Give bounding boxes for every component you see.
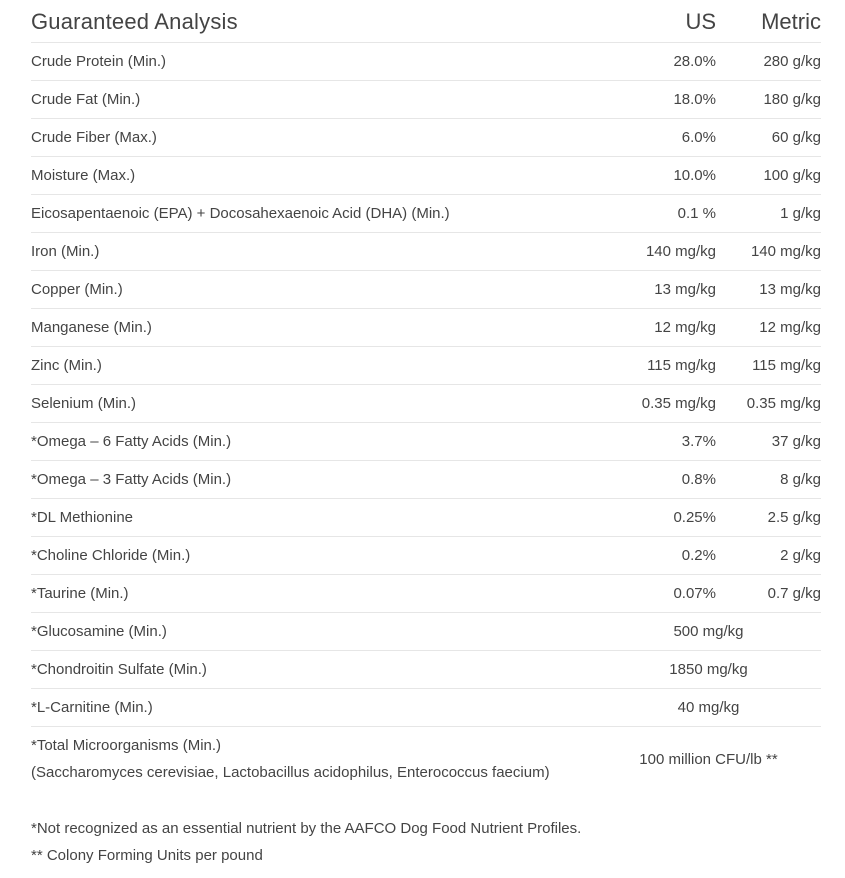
nutrient-name: Copper (Min.)	[31, 281, 123, 298]
us-value: 10.0%	[673, 167, 716, 184]
footnotes	[31, 815, 821, 869]
nutrient-name-line2: (Saccharomyces cerevisiae, Lactobacillus acidophilus, Enterococcus faecium)	[31, 764, 550, 781]
table-row	[31, 461, 821, 499]
us-value: 18.0%	[673, 91, 716, 108]
nutrient-name: *Choline Chloride (Min.)	[31, 547, 191, 564]
metric-column-header: Metric	[761, 9, 821, 34]
metric-value: 8 g/kg	[780, 471, 821, 488]
nutrient-name: Eicosapentaenoic (EPA) + Docosahexaenoic Acid (DHA) (Min.)	[31, 205, 450, 222]
us-value: 0.2%	[681, 547, 716, 564]
us-value: 28.0%	[673, 53, 716, 70]
us-value: 0.35 mg/kg	[641, 395, 716, 412]
metric-value: 115 mg/kg	[752, 357, 821, 374]
table-row	[31, 195, 821, 233]
metric-value: 37 g/kg	[771, 433, 821, 450]
table-row-microorganisms	[31, 727, 821, 791]
metric-value: 1 g/kg	[780, 205, 821, 222]
table-row	[31, 347, 821, 385]
table-row	[31, 575, 821, 613]
metric-value: 100 g/kg	[763, 167, 821, 184]
us-value: 3.7%	[681, 433, 716, 450]
us-value: 0.8%	[681, 471, 716, 488]
us-value: 115 mg/kg	[647, 357, 716, 374]
nutrient-name: *Omega – 6 Fatty Acids (Min.)	[31, 433, 232, 450]
us-value: 0.1 %	[677, 205, 716, 222]
nutrient-name: *Glucosamine (Min.)	[31, 623, 167, 640]
nutrient-name: Manganese (Min.)	[31, 319, 152, 336]
nutrient-name: Crude Protein (Min.)	[31, 53, 167, 70]
table-row	[31, 689, 821, 727]
nutrient-name: *Omega – 3 Fatty Acids (Min.)	[31, 471, 232, 488]
table-row	[31, 271, 821, 309]
us-value: 13 mg/kg	[654, 281, 716, 298]
us-value: 6.0%	[681, 129, 716, 146]
table-row	[31, 43, 821, 81]
metric-value: 2.5 g/kg	[767, 509, 821, 526]
table-title: Guaranteed Analysis	[31, 9, 238, 34]
us-value: 0.25%	[673, 509, 716, 526]
combined-value: 100 million CFU/lb **	[639, 750, 778, 768]
table-row	[31, 81, 821, 119]
nutrient-name: *Taurine (Min.)	[31, 585, 129, 602]
metric-value: 60 g/kg	[771, 129, 821, 146]
nutrient-name: *L-Carnitine (Min.)	[31, 699, 153, 716]
table-row	[31, 651, 821, 689]
table-row	[31, 613, 821, 651]
nutrient-name: Zinc (Min.)	[31, 357, 102, 374]
footnote-aafco: *Not recognized as an essential nutrient by the AAFCO Dog Food Nutrient Profiles.	[31, 820, 582, 837]
nutrient-name: Crude Fat (Min.)	[31, 91, 141, 108]
us-value: 12 mg/kg	[654, 319, 716, 336]
us-value: 0.07%	[673, 585, 716, 602]
table-header	[31, 0, 821, 43]
metric-value: 140 mg/kg	[750, 243, 821, 260]
nutrient-name: Moisture (Max.)	[31, 167, 136, 184]
metric-value: 12 mg/kg	[759, 319, 821, 336]
nutrient-name: Selenium (Min.)	[31, 395, 137, 412]
nutrient-name: *DL Methionine	[31, 509, 134, 526]
table-row	[31, 119, 821, 157]
metric-value: 0.7 g/kg	[767, 585, 821, 602]
guaranteed-analysis-table	[31, 0, 821, 869]
span-rows	[31, 613, 821, 727]
us-column-header: US	[685, 9, 716, 34]
table-row	[31, 499, 821, 537]
nutrient-name-line1: *Total Microorganisms (Min.)	[31, 737, 222, 754]
table-row	[31, 233, 821, 271]
table-row	[31, 385, 821, 423]
combined-value: 1850 mg/kg	[669, 661, 748, 678]
metric-value: 0.35 mg/kg	[746, 395, 821, 412]
us-value: 140 mg/kg	[645, 243, 716, 260]
nutrient-rows	[31, 43, 821, 613]
nutrient-name	[31, 732, 596, 786]
combined-value: 500 mg/kg	[673, 623, 744, 640]
nutrient-name: *Chondroitin Sulfate (Min.)	[31, 661, 207, 678]
metric-value: 280 g/kg	[763, 53, 821, 70]
combined-value: 40 mg/kg	[677, 699, 740, 716]
table-row	[31, 537, 821, 575]
nutrient-name: Crude Fiber (Max.)	[31, 129, 157, 146]
table-row	[31, 157, 821, 195]
metric-value: 180 g/kg	[763, 91, 821, 108]
metric-value: 13 mg/kg	[759, 281, 821, 298]
footnote-cfu: ** Colony Forming Units per pound	[31, 847, 263, 864]
nutrient-name: Iron (Min.)	[31, 243, 100, 260]
metric-value: 2 g/kg	[780, 547, 821, 564]
table-row	[31, 309, 821, 347]
table-row	[31, 423, 821, 461]
